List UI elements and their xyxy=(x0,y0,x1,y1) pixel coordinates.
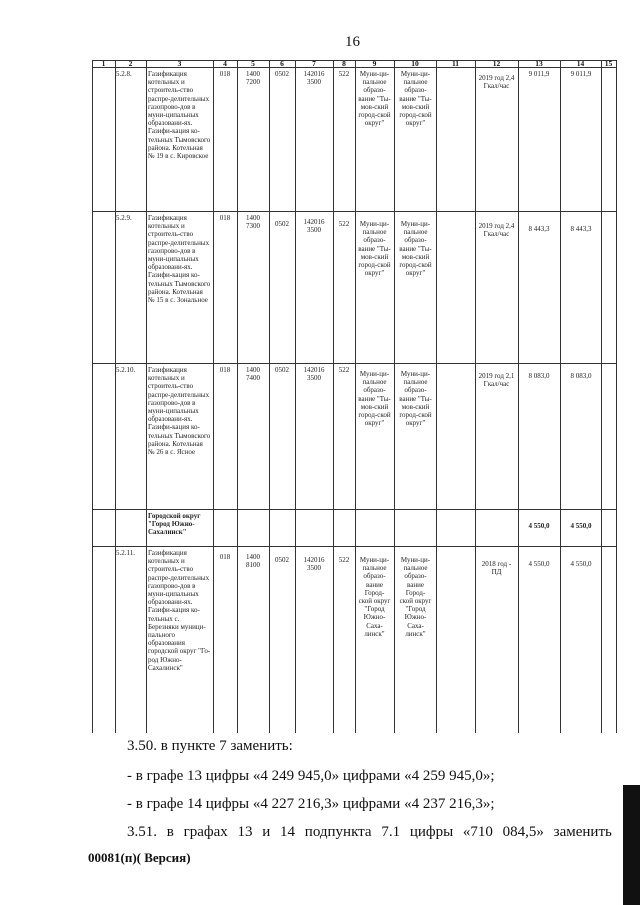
object-name: Газификация котельных и строитель-ство распре-делительных газопрово-дов в муни-ципальных образовани-ях. Газифи-кация ко-тельных Тымовского района. Котельная № 26 в с. Ясное xyxy=(148,366,211,457)
cell-c6: 0502 xyxy=(275,220,289,228)
cell-c4: 018 xyxy=(219,553,231,561)
row-number: 5.2.10. xyxy=(116,366,136,374)
row-number: 5.2.11. xyxy=(116,549,135,557)
budget-table xyxy=(92,60,616,733)
amendment-graph-13: - в графе 13 цифры «4 249 945,0» цифрами «4 259 945,0»; xyxy=(127,768,495,784)
cell-c8: 522 xyxy=(338,556,350,564)
col-number: 14 xyxy=(576,59,585,68)
col-number: 3 xyxy=(177,59,182,68)
cell-c13: 4 550,0 xyxy=(528,560,550,568)
cell-c5: 1400 7200 xyxy=(246,70,260,87)
cell-c8: 522 xyxy=(338,70,350,78)
cell-c5: 1400 7400 xyxy=(246,366,260,383)
col-number: 2 xyxy=(128,59,133,68)
cell-c9: Муни-ци-пальное образо-вание Город-ской округ "Город Южно-Саха-линск" xyxy=(358,556,391,638)
cell-c7: 142016 3500 xyxy=(303,218,325,235)
cell-c12: 2018 год - ПД xyxy=(481,560,512,577)
cell-c10: Муни-ци-пальное образо-вание "Ты-мов-ский город-ской округ" xyxy=(399,220,432,278)
cell-c6: 0502 xyxy=(275,70,289,78)
amendment-3-50: 3.50. в пункте 7 заменить: xyxy=(127,738,293,754)
object-name: Газификация котельных и строитель-ство распре-делительных газопрово-дов в муни-ципальных образовани-ях. Газифи-кация ко-тельных Тымовского района. Котельная № 15 в с. Зональное xyxy=(148,214,211,305)
col-number: 9 xyxy=(372,59,377,68)
cell-c14: 8 083,0 xyxy=(570,372,592,380)
object-name: Газификация котельных и строитель-ство распре-делительных газопрово-дов в муни-ципальных образовани-ях. Газифи-кация ко-тельных с. Березняки муници-пального образования городской округ "Го-род Южно-Сахалинск" xyxy=(148,549,211,672)
col-number: 4 xyxy=(223,59,227,68)
cell-c13: 8 083,0 xyxy=(528,372,550,380)
cell-c10: Муни-ци-пальное образо-вание "Ты-мов-ский город-ской округ" xyxy=(399,370,432,428)
cell-c13: 4 550,0 xyxy=(528,522,550,530)
cell-c13: 8 443,3 xyxy=(528,225,550,233)
cell-c12: 2019 год 2,4 Гкал/час xyxy=(478,222,515,239)
cell-c9: Муни-ци-пальное образо-вание "Ты-мов-ский город-ской округ" xyxy=(358,70,391,128)
cell-c12: 2019 год 2,4 Гкал/час xyxy=(478,74,515,91)
col-number: 1 xyxy=(101,59,106,68)
cell-c5: 1400 8100 xyxy=(246,553,260,570)
col-number: 11 xyxy=(451,59,460,68)
cell-c7: 142016 3500 xyxy=(303,556,325,573)
col-number: 5 xyxy=(251,59,255,68)
cell-c9: Муни-ци-пальное образо-вание "Ты-мов-ский город-ской округ" xyxy=(358,220,391,278)
cell-c13: 9 011,9 xyxy=(528,70,550,78)
amendment-graph-14: - в графе 14 цифры «4 227 216,3» цифрами «4 237 216,3»; xyxy=(127,796,495,812)
cell-c9: Муни-ци-пальное образо-вание "Ты-мов-ский город-ской округ" xyxy=(358,370,391,428)
cell-c14: 8 443,3 xyxy=(570,225,592,233)
cell-c4: 018 xyxy=(219,70,231,78)
col-number: 15 xyxy=(604,59,613,68)
cell-c5: 1400 7300 xyxy=(246,214,260,231)
cell-c6: 0502 xyxy=(275,556,289,564)
cell-c14: 9 011,9 xyxy=(570,70,592,78)
cell-c4: 018 xyxy=(219,366,231,374)
cell-c8: 522 xyxy=(338,366,350,374)
scan-edge-mark xyxy=(623,785,640,905)
document-version: 00081(п)( Версия) xyxy=(88,850,191,865)
cell-c14: 4 550,0 xyxy=(570,522,592,530)
cell-c14: 4 550,0 xyxy=(570,560,592,568)
cell-c10: Муни-ци-пальное образо-вание "Ты-мов-ский город-ской округ" xyxy=(399,70,432,128)
cell-c4: 018 xyxy=(219,214,231,222)
object-name: Газификация котельных и строитель-ство распре-делительных газопрово-дов в муни-ципальных образовани-ях. Газифи-кация ко-тельных Тымовского района. Котельная № 19 в с. Кировское xyxy=(148,70,211,161)
amendment-3-51: 3.51. в графах 13 и 14 подпункта 7.1 цифры «710 084,5» заменить xyxy=(127,824,612,840)
col-number: 8 xyxy=(342,59,346,68)
col-number: 7 xyxy=(312,59,316,68)
cell-c7: 142016 3500 xyxy=(303,366,325,383)
col-number: 12 xyxy=(492,59,501,68)
cell-c7: 142016 3500 xyxy=(303,70,325,87)
col-number: 10 xyxy=(411,59,419,68)
row-number: 5.2.9. xyxy=(116,214,132,222)
col-number: 13 xyxy=(535,59,543,68)
col-number: 6 xyxy=(280,59,284,68)
row-number: 5.2.8. xyxy=(116,70,132,78)
cell-c10: Муни-ци-пальное образо-вание Город-ской округ "Город Южно-Саха-линск" xyxy=(399,556,432,638)
cell-c12: 2019 год 2,1 Гкал/час xyxy=(478,372,515,389)
group-heading: Городской округ "Город Южно-Сахалинск" xyxy=(148,512,201,537)
cell-c6: 0502 xyxy=(275,366,289,374)
page-number: 16 xyxy=(345,34,360,50)
cell-c8: 522 xyxy=(338,220,350,228)
